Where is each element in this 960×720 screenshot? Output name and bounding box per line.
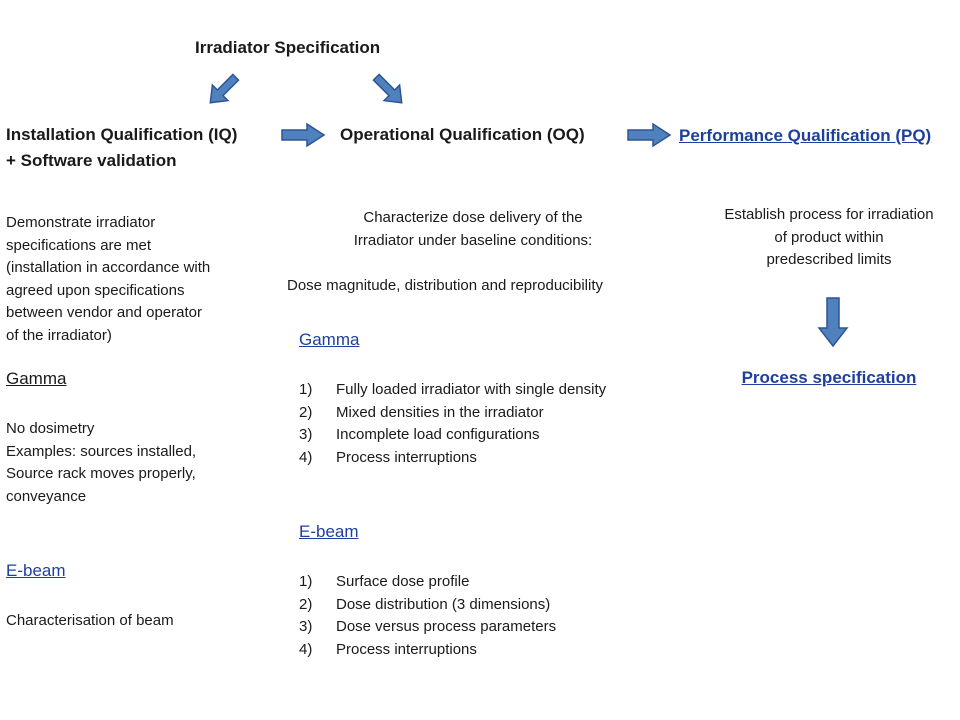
list-item: 4) Process interruptions	[299, 448, 477, 466]
iq-gamma-text: No dosimetry Examples: sources installed, Source rack moves properly, conveyance	[6, 420, 197, 505]
iq-gamma-heading: Gamma	[6, 369, 67, 388]
oq-gamma-link[interactable]: Gamma	[299, 330, 360, 349]
oq-title: Operational Qualification (OQ)	[340, 125, 585, 144]
pq-description: Establish process for irradiation of product within predescribed limits	[724, 206, 934, 268]
list-item: 1) Surface dose profile	[299, 573, 470, 590]
oq-gamma-list	[299, 379, 606, 469]
iq-title: Installation Qualification (IQ)	[6, 125, 238, 144]
oq-ebeam-list	[299, 571, 556, 661]
list-item: 3) Incomplete load configurations	[299, 426, 540, 443]
iq-description: Demonstrate irradiator specifications are met (installation in accordance with agreed upon specifications between vendor and operator of the irradiator)	[6, 214, 211, 344]
pq-title-link[interactable]: Performance Qualification (PQ)	[679, 126, 932, 145]
list-item: 4) Process interruptions	[299, 640, 477, 658]
list-item: 2) Mixed densities in the irradiator	[299, 403, 544, 421]
oq-ebeam-link[interactable]: E-beam	[299, 522, 359, 541]
arrow-down-to-process-spec-icon	[816, 296, 850, 348]
arrow-down-left-icon	[200, 72, 246, 108]
list-item: 2) Dose distribution (3 dimensions)	[299, 595, 551, 613]
arrow-right-oq-to-pq-icon	[626, 122, 672, 148]
process-specification-link[interactable]: Process specification	[741, 368, 917, 387]
list-item: 3) Dose versus process parameters	[299, 618, 557, 635]
oq-description: Characterize dose delivery of the Irradiator under baseline conditions:	[353, 209, 593, 249]
iq-ebeam-link[interactable]: E-beam	[6, 561, 66, 580]
oq-dose-line: Dose magnitude, distribution and reproducibility	[287, 277, 604, 294]
iq-ebeam-text: Characterisation of beam	[6, 612, 174, 629]
arrow-right-iq-to-oq-icon	[280, 122, 326, 148]
iq-subtitle: + Software validation	[6, 151, 177, 170]
arrow-down-right-icon	[366, 72, 412, 108]
list-item: 1) Fully loaded irradiator with single density	[299, 381, 607, 398]
irradiator-specification-title: Irradiator Specification	[195, 38, 381, 57]
